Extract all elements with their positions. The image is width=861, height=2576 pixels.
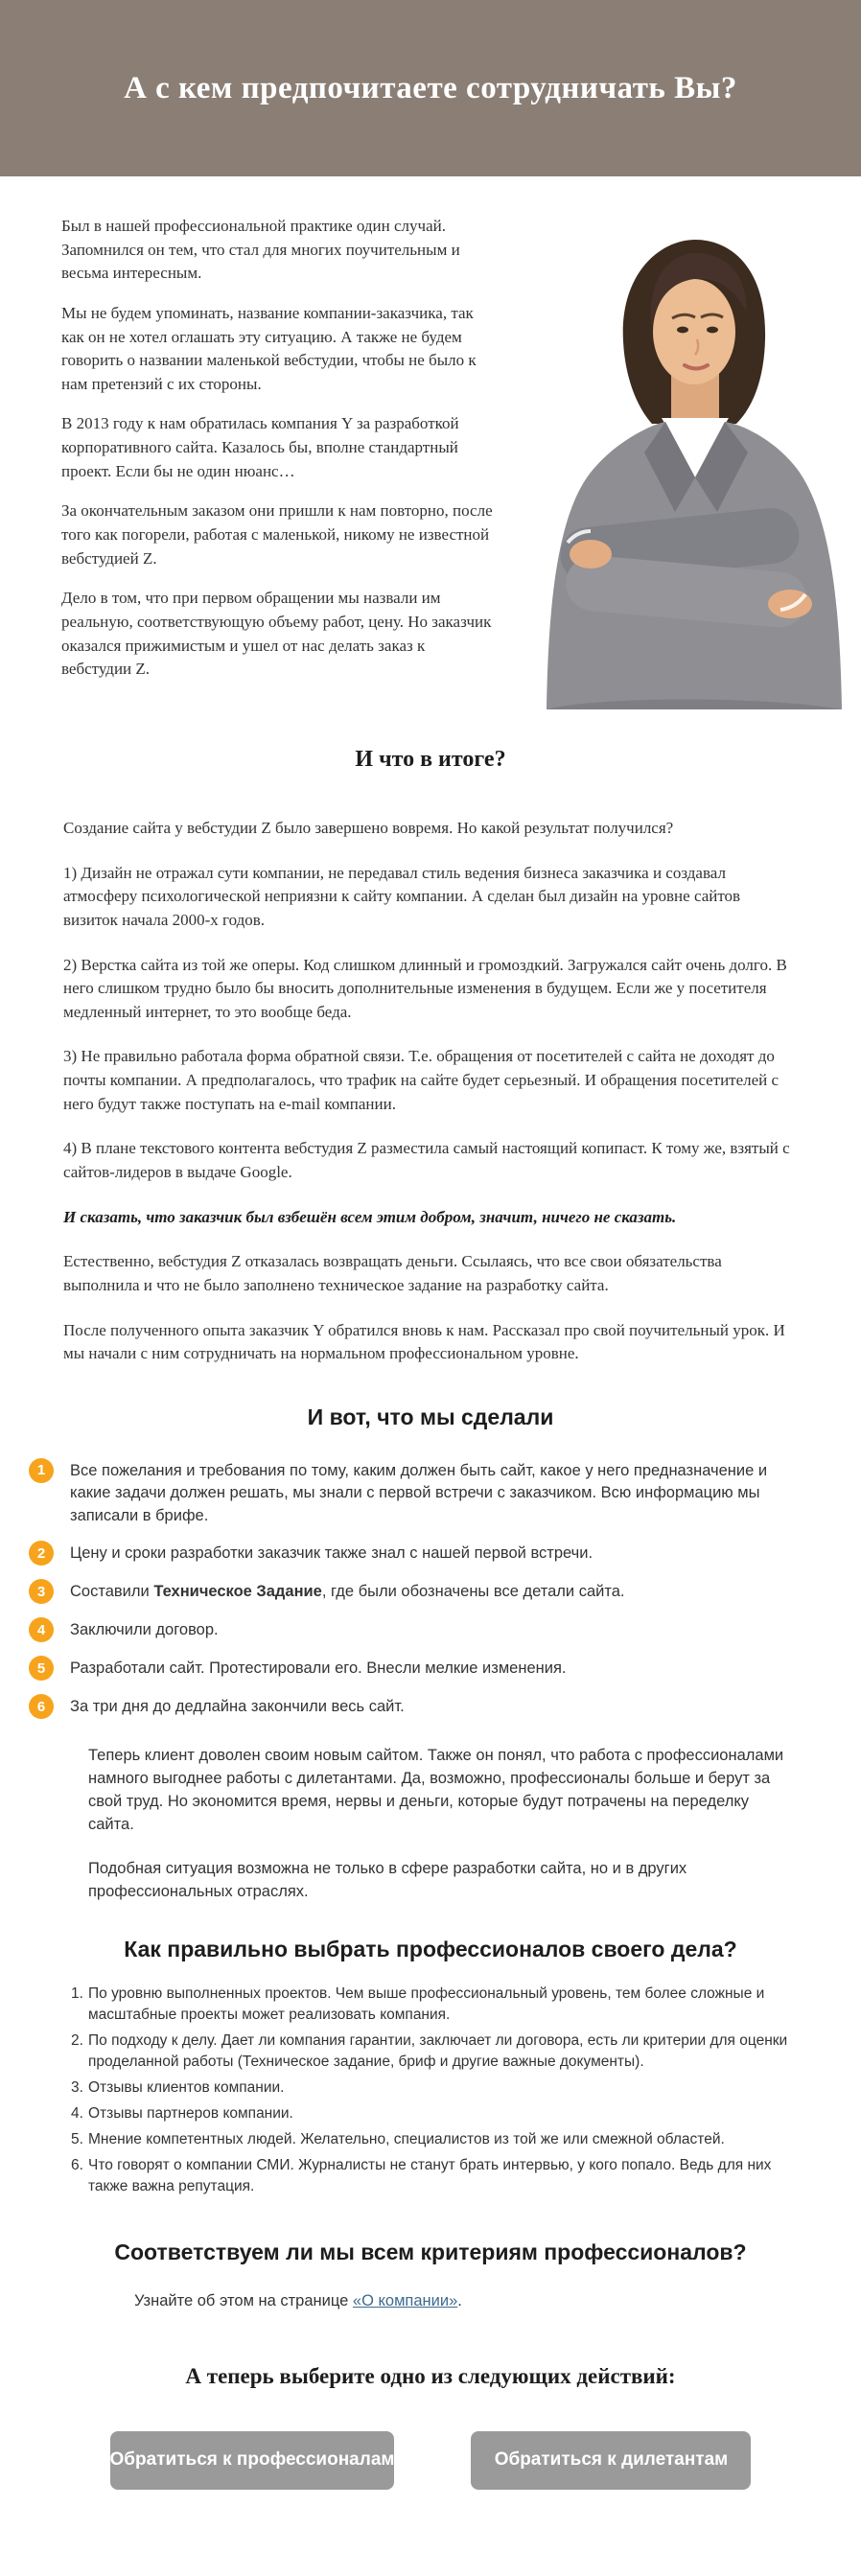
step-text: Цену и сроки разработки заказчик также знал с нашей первой встречи. — [70, 1544, 593, 1563]
intro-text-column — [61, 215, 510, 698]
how-to-choose-section — [0, 1937, 861, 2197]
item-text: Отзывы клиентов компании. — [88, 2078, 285, 2096]
angry-note: И сказать, что заказчик был взбешён всем этим добром, значит, ничего не сказать. — [63, 1207, 677, 1226]
list-item — [29, 1693, 800, 1719]
item-number: 6. — [71, 2156, 83, 2173]
item-text: По подходу к делу. Дает ли компания гарантии, заключает ли договора, есть ли критерии для оценки проделанной работы (Техническое задание, бриф и другие важные документы). — [88, 2031, 788, 2070]
results-section — [0, 747, 861, 1366]
summary-paragraph: Теперь клиент доволен своим новым сайтом. Также он понял, что работа с профессионалами намного выгоднее работы с дилетантами. Да, возможно, профессионалы больше и берут за свой труд. Но экономится время, нервы и деньги, которые будут потрачены на переделку сайта. — [88, 1747, 784, 1833]
summary-block — [0, 1731, 861, 1904]
intro-paragraph: Мы не будем упоминать, название компании-заказчика, так как он не хотел оглашать эту ситуацию. А также не будем говорить о названии маленькой вебстудии, чтобы не было к нам претензий с их стороны. — [61, 303, 477, 393]
criteria-title: Соответствуем ли мы всем критериям профессионалов? — [114, 2239, 747, 2264]
how-to-choose-list — [0, 1984, 861, 2197]
about-company-link[interactable]: «О компании» — [352, 2291, 458, 2309]
item-number: 4. — [71, 2104, 83, 2122]
results-point: 4) В плане текстового контента вебстудия Z разместила самый настоящий копипаст. К тому же, взятый с сайтов-лидеров в выдаче Google. — [63, 1139, 790, 1182]
page-header — [0, 0, 861, 176]
list-item — [29, 1578, 800, 1604]
results-title: И что в итоге? — [355, 747, 506, 772]
list-item — [29, 1616, 800, 1642]
item-number: 2. — [71, 2031, 83, 2049]
intro-section — [0, 176, 861, 714]
list-item — [71, 2103, 798, 2124]
how-to-choose-title: Как правильно выбрать профессионалов своего дела? — [124, 1936, 737, 1961]
step-number-badge: 3 — [29, 1579, 54, 1604]
item-text: По уровню выполненных проектов. Чем выше профессиональный уровень, тем более сложные и масштабные проекты может реализовать компания. — [88, 1984, 765, 2023]
criteria-text: Узнайте об этом на странице «О компании». — [134, 2291, 462, 2309]
page-title: А с кем предпочитаете сотрудничать Вы? — [124, 70, 737, 105]
list-item — [71, 2031, 798, 2073]
summary-paragraph: Подобная ситуация возможна не только в сфере разработки сайта, но и в других профессиональных отраслях. — [88, 1859, 687, 1900]
step-text: За три дня до дедлайна закончили весь сайт. — [70, 1698, 405, 1716]
intro-paragraph: В 2013 году к нам обратилась компания Y за разработкой корпоративного сайта. Казалось бы, вполне стандартный проект. Если бы не один нюанс… — [61, 414, 459, 480]
step-number-badge: 5 — [29, 1656, 54, 1681]
step-number-badge: 2 — [29, 1541, 54, 1566]
intro-paragraph: Был в нашей профессиональной практике один случай. Запомнился он тем, что стал для многих поучительным и весьма интересным. — [61, 217, 460, 283]
item-number: 3. — [71, 2078, 83, 2096]
contact-professionals-button[interactable]: Обратиться к профессионалам — [110, 2431, 395, 2490]
item-text: Что говорят о компании СМИ. Журналисты не станут брать интервью, у кого попало. Ведь для них также важна репутация. — [88, 2156, 772, 2194]
contact-amateurs-button[interactable]: Обратиться к дилетантам — [471, 2431, 751, 2490]
results-point: 3) Не правильно работала форма обратной связи. Т.е. обращения от посетителей с сайта не доходят до почты компании. А предполагалось, что трафик на сайте будет серьезный. И обращения посетителей с него будут также поступать на e-mail компании. — [63, 1047, 780, 1113]
cta-buttons-row — [0, 2431, 861, 2576]
results-lead: Создание сайта у вебстудии Z было завершено вовремя. Но какой результат получился? — [63, 819, 674, 837]
what-we-did-section — [0, 1404, 861, 1904]
criteria-section — [0, 2239, 861, 2310]
step-text: Все пожелания и требования по тому, каким должен быть сайт, какое у него предназначение и какие задачи должен решать, мы знали с первой встречи с заказчиком. Всю информацию мы записали в брифе. — [70, 1461, 768, 1524]
step-number-badge: 6 — [29, 1694, 54, 1719]
what-we-did-title: И вот, что мы сделали — [307, 1404, 554, 1429]
list-item — [29, 1655, 800, 1681]
intro-paragraph: Дело в том, что при первом обращении мы назвали им реальную, соответствующую объему работ, цену. Но заказчик оказался прижимистым и ушел от нас делать заказ к вебстудии Z. — [61, 589, 492, 679]
step-number-badge: 4 — [29, 1617, 54, 1642]
results-point: 2) Верстка сайта из той же оперы. Код слишком длинный и громоздкий. Загружался сайт очень долго. В него слишком трудно было бы вносить дополнительные изменения в будущем. Если же у посетителя медленный интернет, то это вообще беда. — [63, 955, 787, 1021]
intro-paragraph: За окончательным заказом они пришли к нам повторно, после того как погорели, работая с маленькой, никому не известной вебстудией Z. — [61, 501, 493, 568]
results-point: 1) Дизайн не отражал сути компании, не передавал стиль ведения бизнеса заказчика и создавал атмосферу психологической неприязни к сайту компании. А сделан был дизайн на уровне сайтов визиток начала 2000-х годов. — [63, 863, 741, 929]
list-item — [71, 2077, 798, 2099]
list-item — [29, 1457, 800, 1527]
list-item — [71, 2155, 798, 2197]
aftermath-paragraph: Естественно, вебстудия Z отказалась возвращать деньги. Ссылаясь, что все свои обязательства выполнила и что не было заполнено техническое задание на разработку сайта. — [63, 1252, 722, 1294]
list-item — [71, 2129, 798, 2150]
what-we-did-list — [0, 1457, 861, 1719]
item-text: Мнение компетентных людей. Желательно, специалистов из той же или смежной областей. — [88, 2130, 725, 2147]
step-text: Разработали сайт. Протестировали его. Внесли мелкие изменения. — [70, 1659, 567, 1678]
item-number: 1. — [71, 1984, 83, 2002]
list-item — [71, 1984, 798, 2026]
aftermath-paragraph: После полученного опыта заказчик Y обратился вновь к нам. Рассказал про свой поучительный урок. И мы начали с ним сотрудничать на нормальном профессиональном уровне. — [63, 1320, 785, 1363]
item-text: Отзывы партнеров компании. — [88, 2104, 293, 2122]
step-text: Составили Техническое Задание, где были обозначены все детали сайта. — [70, 1583, 625, 1601]
list-item — [29, 1540, 800, 1566]
businesswoman-photo — [510, 219, 849, 714]
step-number-badge: 1 — [29, 1458, 54, 1483]
step-text: Заключили договор. — [70, 1621, 219, 1639]
cta-section — [0, 2310, 861, 2576]
item-number: 5. — [71, 2130, 83, 2147]
cta-title: А теперь выберите одно из следующих действий: — [185, 2363, 676, 2388]
